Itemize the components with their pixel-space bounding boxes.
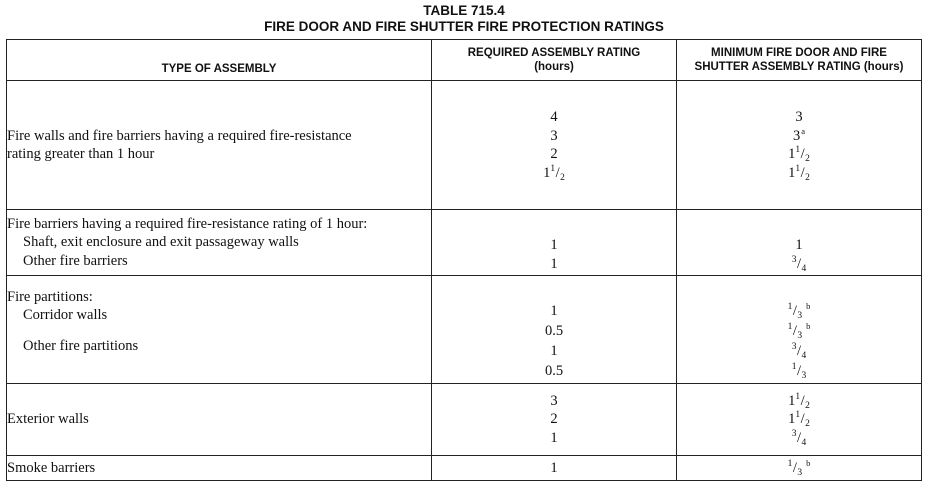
cell-minimum-exterior-walls [677,384,922,456]
type-heading: Fire barriers having a required fire-resistance rating of 1 hour: [7,215,368,232]
fraction-denominator: 3 [797,311,803,321]
type-sub-item: Corridor walls [23,307,108,324]
type-heading: Fire partitions: [7,288,93,305]
fraction-slash: / [796,429,802,446]
fraction-numerator: 3 [791,342,797,352]
fraction-denominator: 2 [560,172,565,183]
table-row-smoke-barriers [7,456,922,481]
col-header-type-label: TYPE OF ASSEMBLY [161,63,277,75]
minimum-value-fraction [677,459,921,478]
type-sub-item: Other fire barriers [23,252,128,269]
type-sub-item: Other fire partitions [23,337,139,354]
minimum-value-fraction [677,410,921,429]
fraction-whole: 1 [543,164,551,181]
table-row-fire-partitions [7,276,922,384]
fraction-slash: / [555,164,560,181]
fraction-whole: 1 [788,411,796,428]
minimum-value-with-note [677,127,921,146]
fraction-whole: 1 [788,392,796,409]
spacer [7,355,431,371]
type-label: Exterior walls [7,411,89,428]
minimum-value-fraction [677,255,921,274]
minimum-value-fraction [677,164,921,183]
cell-required-fire-walls [432,81,677,210]
fraction-numerator: 1 [787,322,793,332]
fraction-denominator: 3 [797,331,803,341]
mixed-fraction [788,392,810,411]
fraction [792,361,807,381]
required-value: 2 [550,146,558,162]
required-value: 0.5 [544,323,564,339]
minimum-value-fraction [677,361,921,381]
cell-type-smoke-barriers [7,456,432,481]
fraction [792,255,807,274]
mixed-fraction [543,164,565,183]
col-header-required-line2: (hours) [534,61,574,73]
fraction [788,301,803,321]
mixed-fraction [788,145,810,164]
fraction-numerator: 1 [795,163,801,174]
footnote-marker: b [806,301,811,311]
cell-type-exterior-walls [7,384,432,456]
fraction-denominator: 4 [801,263,807,274]
minimum-value-fraction [677,392,921,411]
required-value: 0.5 [544,363,564,379]
type-sub-item: Shaft, exit enclosure and exit passageway walls [23,234,299,251]
footnote-marker: b [806,321,811,331]
cell-required-fire-partitions [432,276,677,384]
col-header-type [7,40,432,81]
fraction-numerator: 1 [795,391,801,402]
fraction [788,321,803,341]
required-value: 1 [550,343,558,359]
fraction-slash: / [800,164,805,181]
col-header-required-line1: REQUIRED ASSEMBLY RATING [467,47,641,59]
minimum-value-fraction [677,145,921,164]
fraction-denominator: 2 [805,400,810,411]
fraction-numerator: 3 [791,254,797,265]
fraction-denominator: 2 [805,419,810,430]
mixed-fraction [788,164,810,183]
minimum-value: 3 [795,109,803,125]
spacer [7,325,431,334]
fraction [792,429,807,448]
required-value: 3 [550,392,558,409]
required-value: 1 [550,303,558,319]
footnote-marker: a [801,125,806,136]
fraction-denominator: 4 [801,351,807,361]
fraction-denominator: 3 [801,371,807,381]
col-header-minimum-line1: MINIMUM FIRE DOOR AND FIRE [711,47,887,59]
fraction-slash: / [796,343,802,359]
cell-required-exterior-walls [432,384,677,456]
fraction-slash: / [796,363,802,379]
fraction-slash: / [800,146,805,162]
fraction-denominator: 4 [801,437,807,448]
required-value-fraction [432,164,676,183]
required-value: 3 [550,127,558,144]
col-header-minimum-line2: SHUTTER ASSEMBLY RATING (hours) [694,61,904,73]
mixed-fraction [788,410,810,429]
fraction-numerator: 1 [787,458,793,469]
fraction-numerator: 3 [791,428,797,439]
cell-minimum-fire-walls [677,81,922,210]
required-value: 1 [550,459,558,476]
footnote-marker: b [806,457,811,468]
fraction-numerator: 1 [795,145,801,155]
table-row-exterior-walls [7,384,922,456]
minimum-value-fraction [677,429,921,448]
fraction-whole: 1 [788,164,796,181]
fraction-numerator: 1 [787,302,793,312]
required-value: 1 [550,237,558,253]
fraction-numerator: 1 [791,362,797,372]
fraction-denominator: 2 [805,154,810,164]
fraction-numerator: 1 [550,163,556,174]
cell-required-fire-barriers [432,210,677,276]
minimum-value: 1 [795,237,803,253]
required-value: 4 [550,109,558,125]
table-title: TABLE 715.4 [423,3,505,18]
type-line-2: rating greater than 1 hour [7,146,155,162]
fraction-denominator: 3 [797,467,803,478]
required-value: 2 [550,411,558,428]
required-value: 1 [550,255,558,272]
cell-required-smoke-barriers [432,456,677,481]
cell-minimum-fire-partitions [677,276,922,384]
cell-type-fire-barriers [7,210,432,276]
cell-type-fire-partitions [7,276,432,384]
cell-minimum-smoke-barriers [677,456,922,481]
col-header-minimum [677,40,922,81]
table-row-fire-walls [7,81,922,210]
fire-rating-table [6,39,922,481]
minimum-value: 3 [792,127,801,144]
cell-type-fire-walls [7,81,432,210]
table-row-fire-barriers [7,210,922,276]
minimum-value-fraction [677,321,921,341]
fraction-slash: / [800,411,805,428]
minimum-value-fraction [677,341,921,361]
fraction-denominator: 2 [805,172,810,183]
fraction-slash: / [800,392,805,409]
type-label: Smoke barriers [7,459,96,476]
cell-minimum-fire-barriers [677,210,922,276]
header-row [7,40,922,81]
type-line-1: Fire walls and fire barriers having a required fire-resistance [7,127,352,144]
fraction-numerator: 1 [795,410,801,421]
fraction-whole: 1 [788,146,796,162]
fraction-slash: / [796,255,802,272]
fraction [792,341,807,361]
table-subtitle: FIRE DOOR AND FIRE SHUTTER FIRE PROTECTION RATINGS [264,19,664,34]
fraction-slash: / [792,459,797,476]
fraction-slash: / [792,303,797,319]
fraction-slash: / [792,323,797,339]
required-value: 1 [550,429,558,446]
minimum-value-fraction [677,301,921,321]
fraction [788,459,803,478]
col-header-required [432,40,677,81]
